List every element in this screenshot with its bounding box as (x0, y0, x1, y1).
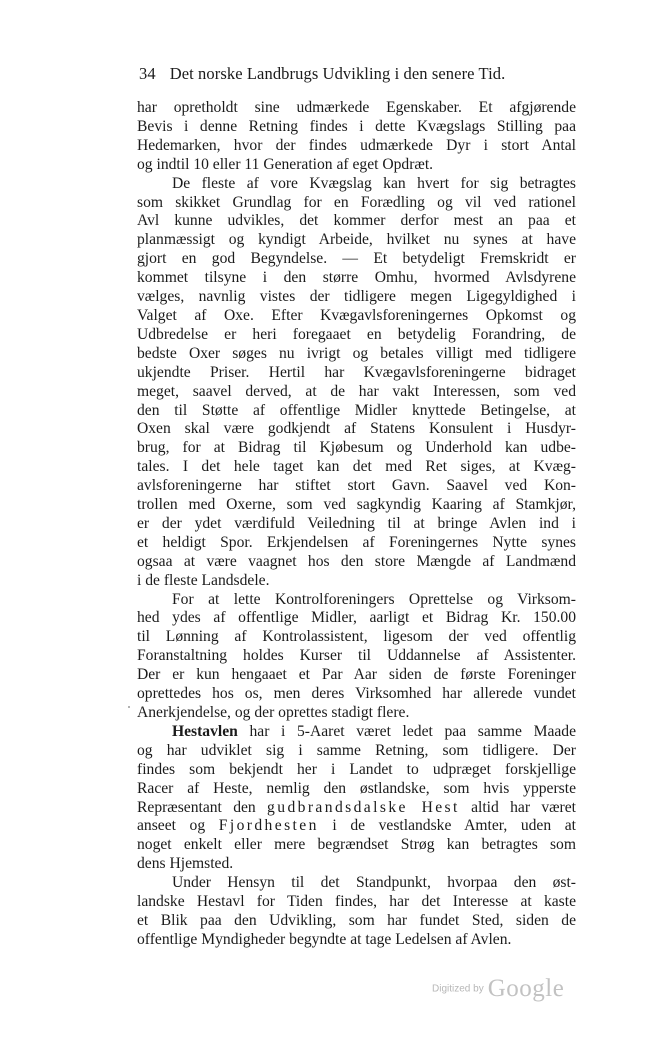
text-line: i de fleste Landsdele. (137, 571, 270, 589)
text-run: har i 5-Aaret været ledet paa samme Maade (237, 722, 576, 740)
text-line: har opretholdt sine udmærkede Egenskaber. Et afgjørende (137, 99, 576, 116)
text-line: tales. I det hele taget kan det med Ret siges, at Kvæg- (137, 458, 576, 476)
scan-speck (128, 706, 130, 708)
text-run: i de vestlandske Amter, uden at (318, 817, 577, 835)
page-number: 34 (139, 64, 156, 83)
text-line: vælges, navnlig vistes der tidligere megen Ligegyldighed i (137, 288, 576, 306)
text-line: De fleste af vore Kvægslag kan hvert for sig betragtes (172, 174, 576, 192)
text-line: planmæssigt og kyndigt Arbeide, hvilket nu synes at have (137, 231, 576, 249)
text-line: brug, for at Bidrag til Kjøbesum og Underhold kan udbe- (137, 439, 576, 457)
paragraph-2 (137, 175, 576, 591)
text-line: noget enkelt eller mere begrændset Strøg kan betragtes som (137, 836, 576, 854)
text-line: Valget af Oxe. Efter Kvægavlsforeningernes Opkomst og (137, 306, 576, 324)
text-line: dens Hjemsted. (137, 855, 234, 873)
text-line: et Blik paa den Udvikling, som har fundet Sted, siden de (137, 911, 576, 929)
text-line (137, 723, 576, 742)
text-run: Repræsentant den (137, 798, 268, 816)
running-title: Det norske Landbrugs Udvikling i den senere Tid. (169, 64, 506, 83)
text-line: landske Hestavl for Tiden findes, har det Interesse at kaste (137, 893, 576, 911)
text-line: og indtil 10 eller 11 Generation af eget Opdræt. (137, 155, 434, 173)
google-logo: Google (487, 975, 565, 1002)
section-keyword: Hestavlen (172, 722, 238, 740)
paragraph-3 (137, 591, 576, 723)
paragraph-4-hestavlen (137, 723, 576, 874)
text-line: Foranstaltning holdes Kurser til Uddannelse af Assistenter. (137, 647, 576, 665)
text-line: trollen med Oxerne, som ved sagkyndig Kaaring af Stamkjør, (137, 496, 576, 514)
body-text (137, 99, 576, 950)
text-line: Avl kunne udvikles, det kommer derfor mest an paa et (137, 212, 576, 230)
text-line: den til Støtte af offentlige Midler knyttede Betingelse, at (137, 401, 576, 419)
text-line: Udbredelse er heri foregaaet en betydelig Forandring, de (137, 325, 576, 343)
text-line: til Lønning af Kontrolassistent, ligesom der ved offentlig (137, 628, 576, 646)
text-run: altid har været (459, 798, 576, 816)
text-line: oprettedes hos os, men deres Virksomhed har allerede vundet (137, 685, 576, 703)
text-line: avlsforeningerne har stiftet stort Gavn. Saavel ved Kon- (137, 477, 576, 495)
digitized-watermark (432, 975, 582, 1009)
text-line: Oxen skal være godkjendt af Statens Konsulent i Husdyr- (137, 420, 576, 438)
spaced-term: gudbrandsdalske Hest (267, 798, 460, 816)
text-line: Hedemarken, hvor der findes udmærkede Dyr i stort Antal (137, 136, 576, 154)
text-line: som skikket Grundlag for en Forædling og vil ved rationel (137, 193, 576, 211)
text-line: hed ydes af offentlige Midler, aarligt et Bidrag Kr. 150.00 (137, 609, 576, 627)
text-line: er der ydet værdifuld Veiledning til at bringe Avlen ind i (137, 514, 576, 532)
text-line (137, 799, 576, 818)
text-line: og har udviklet sig i samme Retning, som tidligere. Der (137, 741, 576, 759)
text-line: kommet tilsyne i den større Omhu, hvormed Avlsdyrene (137, 269, 576, 287)
text-line: findes som bekjendt her i Landet to udpræget forskjellige (137, 760, 576, 778)
paragraph-1 (137, 99, 576, 175)
text-line: et heldigt Spor. Erkjendelsen af Foreningernes Nytte synes (137, 533, 576, 551)
text-line: ogsaa at være vaagnet hos den store Mængde af Landmænd (137, 552, 576, 570)
text-line (137, 817, 576, 836)
text-run: anseet og (137, 817, 219, 835)
text-line: gjort en god Begyndelse. — Et betydeligt Fremskridt er (137, 250, 576, 268)
paragraph-5 (137, 874, 576, 950)
text-line: Der er kun hengaaet et Par Aar siden de første Foreninger (137, 666, 576, 684)
text-line: meget, saavel derved, at de har vakt Interessen, som ved (137, 382, 576, 400)
text-line: ukjendte Priser. Hertil har Kvægavlsforeningerne bidraget (137, 363, 576, 381)
text-line: Racer af Heste, nemlig den østlandske, som hvis ypperste (137, 779, 576, 797)
text-line: Anerkjendelse, og der oprettes stadigt flere. (137, 704, 410, 721)
text-line: bedste Oxer søges nu ivrigt og betales villigt med tidligere (137, 344, 576, 362)
text-line: For at lette Kontrolforeningers Oprettelse og Virksom- (172, 590, 576, 608)
running-header (139, 64, 589, 86)
text-line: Under Hensyn til det Standpunkt, hvorpaa den øst- (172, 874, 576, 892)
text-line: Bevis i denne Retning findes i dette Kvægslags Stilling paa (137, 117, 576, 135)
watermark-prefix: Digitized by (432, 983, 484, 995)
text-line: offentlige Myndigheder begyndte at tage Ledelsen af Avlen. (137, 930, 512, 948)
spaced-term: Fjordhesten (218, 817, 319, 835)
